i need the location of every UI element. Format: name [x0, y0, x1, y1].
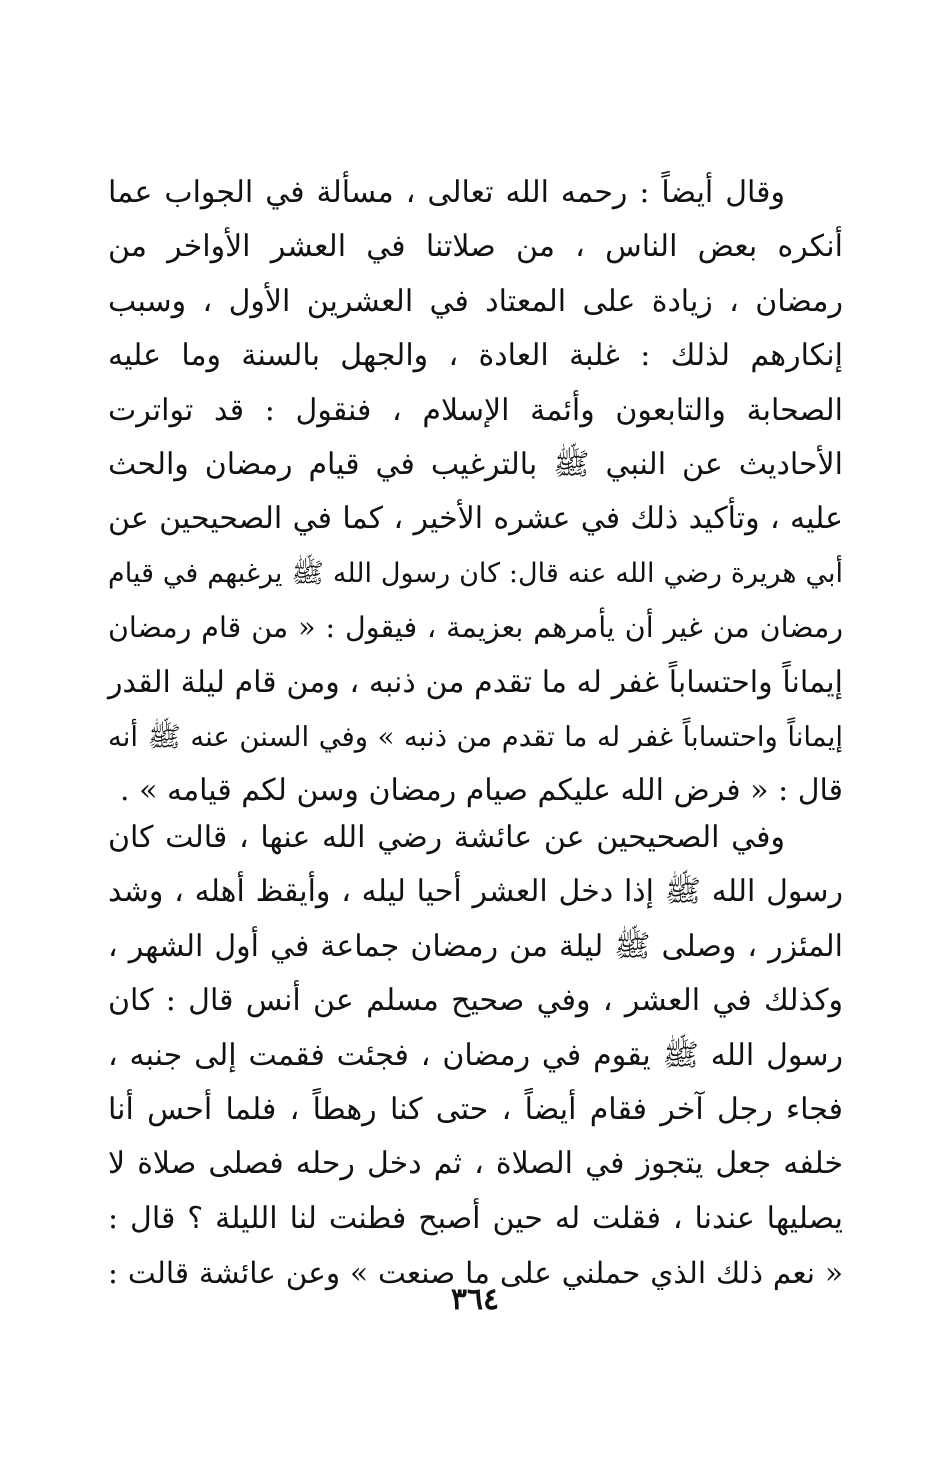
text-line: وكذلك في العشر ، وفي صحيح مسلم عن أنس قال : كان	[108, 983, 843, 1019]
text-line: يصليها عندنا ، فقلت له حين أصبح فطنت لنا الليلة ؟ قال :	[108, 1200, 843, 1236]
text-line: رمضان من غير أن يأمرهم بعزيمة ، فيقول : « من قام رمضان	[108, 611, 843, 645]
paragraph-1	[108, 166, 843, 819]
text-line: إيماناً واحتساباً غفر له ما تقدم من ذنبه ، ومن قام ليلة القدر	[108, 664, 843, 700]
text-line: خلفه جعل يتجوز في الصلاة ، ثم دخل رحله فصلى صلاة لا	[108, 1146, 843, 1182]
text-line: عليه ، وتأكيد ذلك في عشره الأخير ، كما في الصحيحين عن	[108, 501, 843, 537]
text-line: وفي الصحيحين عن عائشة رضي الله عنها ، قالت كان	[108, 820, 785, 855]
page-number: ٣٦٤	[450, 1282, 500, 1317]
text-line: إيماناً واحتساباً غفر له ما تقدم من ذنبه » وفي السنن عنه ﷺ أنه	[108, 720, 843, 753]
text-line: وقال أيضاً : رحمه الله تعالى ، مسألة في الجواب عما	[108, 175, 785, 210]
text-line: الصحابة والتابعون وأئمة الإسلام ، فنقول : قد تواترت	[108, 392, 843, 428]
text-line: أبي هريرة رضي الله عنه قال: كان رسول الله ﷺ يرغبهم في قيام	[108, 557, 843, 589]
text-line: قال : « فرض الله عليكم صيام رمضان وسن لكم قيامه » .	[120, 773, 843, 809]
text-line: رمضان ، زيادة على المعتاد في العشرين الأول ، وسبب	[108, 283, 843, 319]
text-line: فجاء رجل آخر فقام أيضاً ، حتى كنا رهطاً ، فلما أحس أنا	[108, 1091, 843, 1127]
text-line: رسول الله ﷺ إذا دخل العشر أحيا ليله ، وأيقظ أهله ، وشد	[108, 874, 843, 910]
text-line: إنكارهم لذلك : غلبة العادة ، والجهل بالسنة وما عليه	[108, 338, 843, 374]
text-line: « نعم ذلك الذي حملني على ما صنعت » وعن عائشة قالت :	[108, 1256, 843, 1291]
text-line: رسول الله ﷺ يقوم في رمضان ، فجئت فقمت إلى جنبه ،	[108, 1037, 843, 1073]
paragraph-2	[108, 811, 843, 1301]
text-line: المئزر ، وصلى ﷺ ليلة من رمضان جماعة في أول الشهر ،	[108, 928, 843, 964]
text-line: أنكره بعض الناس ، من صلاتنا في العشر الأواخر من	[108, 229, 843, 265]
text-line: الأحاديث عن النبي ﷺ بالترغيب في قيام رمضان والحث	[108, 446, 843, 482]
